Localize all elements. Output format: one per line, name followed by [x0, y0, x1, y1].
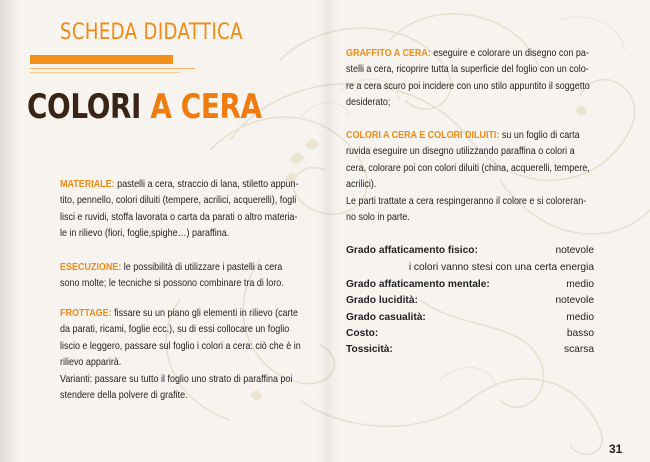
property-value: basso — [566, 328, 594, 339]
text-line: pastelli a cera, straccio di lana, stiletto appun- — [117, 179, 299, 190]
page-title — [27, 87, 262, 127]
text-line: sono molte; le tecniche si possono combinare tra di loro. — [60, 278, 284, 290]
frottage-label: FROTTAGE: — [60, 308, 112, 319]
text-line: eseguire e colorare un disegno con pa- — [433, 48, 589, 59]
page-edge-shadow — [0, 0, 18, 462]
text-line: su un foglio di carta — [501, 130, 580, 141]
materiale-label: MATERIALE: — [60, 179, 115, 190]
materiale-paragraph — [60, 177, 368, 243]
property-value: medio — [566, 312, 594, 323]
frottage-paragraph — [60, 306, 368, 404]
text-line: Varianti: passare su tutto il foglio uno strato di paraffina poi — [60, 373, 293, 385]
property-label: Costo: — [346, 328, 379, 339]
text-line: cera, colorare poi con colori diluiti (china, acquerelli, tempere, — [346, 162, 590, 174]
property-value: notevole — [555, 245, 594, 256]
property-row — [346, 245, 594, 259]
text-line: rilievo apparirà. — [60, 357, 122, 369]
property-value: medio — [566, 279, 594, 290]
page-title-part1: COLORI — [27, 87, 142, 127]
text-line: desiderato; — [346, 97, 391, 109]
section-title: SCHEDA DIDATTICA — [60, 20, 243, 45]
text-line: da parati, ricami, foglie ecc.), su di essi collocare un foglio — [60, 324, 290, 336]
colori-diluiti-label: COLORI A CERA E COLORI DILUITI: — [346, 130, 500, 141]
text-line: Le parti trattate a cera respingeranno il colore e si coloreran- — [346, 195, 587, 207]
page-number: 31 — [609, 442, 623, 456]
property-row — [346, 295, 594, 309]
text-line: stelli a cera, ricoprire tutta la superficie del foglio con un colo- — [346, 64, 589, 76]
header-thin-line — [30, 72, 180, 73]
text-line: no solo in parte. — [346, 212, 410, 224]
property-label: Tossicità: — [346, 344, 393, 355]
text-line: stendere della polvere di grafite. — [60, 390, 188, 402]
property-value: i colori vanno stesi con una certa energia — [408, 262, 594, 273]
property-row — [346, 344, 594, 358]
property-row — [346, 279, 594, 293]
property-label: Grado affaticamento fisico: — [346, 245, 478, 256]
text-line: ruvida eseguire un disegno utilizzando paraffina o colori a — [346, 146, 575, 158]
header-thin-line — [30, 68, 195, 69]
property-row — [346, 312, 594, 326]
property-row — [346, 328, 594, 342]
text-line: le possibilità di utilizzare i pastelli a cera — [123, 262, 283, 273]
text-line: re a cera scuro poi incidere con uno stilo appuntito il soggetto — [346, 80, 590, 92]
property-label: Grado affaticamento mentale: — [346, 279, 490, 290]
text-line: lisci e ruvidi, stoffa lavorata o carta da parati o altro materia- — [60, 211, 298, 223]
property-value: scarsa — [563, 344, 594, 355]
graffito-label: GRAFFITO A CERA: — [346, 48, 431, 59]
text-line: tito, pennello, colori diluiti (tempere, acrilici, acquerelli), fogli — [60, 195, 297, 207]
text-line: acrilici). — [346, 179, 377, 191]
property-label: Grado casualità: — [346, 312, 426, 323]
esecuzione-label: ESECUZIONE: — [60, 262, 122, 273]
colori-diluiti-paragraph — [346, 128, 597, 226]
text-line: le in rilievo (fiori, foglie,spighe…) paraffina. — [60, 228, 230, 240]
property-row — [346, 262, 594, 276]
property-value: notevole — [555, 295, 594, 306]
graffito-paragraph — [346, 46, 597, 112]
property-label: Grado lucidità: — [346, 295, 418, 306]
esecuzione-paragraph — [60, 260, 368, 293]
page-title-part2: A CERA — [150, 87, 262, 127]
text-line: liscio e leggero, passare sul foglio i colori a cera: ciò che è in — [60, 340, 301, 352]
text-line: fissare su un piano gli elementi in rilievo (carte — [114, 308, 299, 319]
header-orange-bar — [30, 55, 173, 64]
